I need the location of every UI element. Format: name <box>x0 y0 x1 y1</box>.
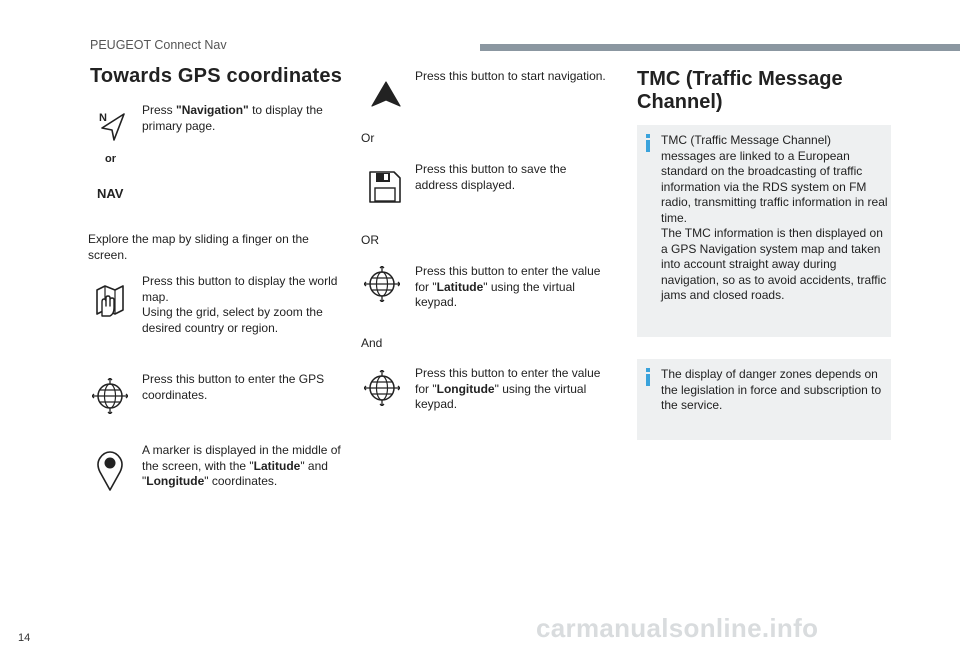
latitude-text: Press this button to enter the value for "Latitude" using the virtual keypad. <box>415 264 601 309</box>
info-icon <box>646 374 650 386</box>
or-label: or <box>105 153 116 165</box>
info-tmc-text: TMC (Traffic Message Channel) messages are linked to a European standard on the broadcasting of traffic information via the RDS system on FM radio, transmitting traffic information in real time. The TMC information is then displayed on a GPS Navigation system map and taken into account straight away during navigation, so as to avoid accidents, traffic jams and closed roads. <box>661 133 888 302</box>
gps-coordinates-text: Press this button to enter the GPS coordinates. <box>142 372 325 402</box>
section-title-gps: Towards GPS coordinates <box>90 65 343 87</box>
map-marker-icon <box>96 450 124 492</box>
step-navigation-text: Press "Navigation" to display the primary page. <box>142 103 323 133</box>
header-rule <box>480 44 960 51</box>
navigation-arrow-icon <box>370 80 402 108</box>
longitude-text: Press this button to enter the value for "Longitude" using the virtual keypad. <box>415 366 601 411</box>
info-box-danger-zones <box>637 359 891 440</box>
globe-longitude-icon <box>364 370 400 406</box>
globe-grid-icon <box>92 378 128 414</box>
explore-text: Explore the map by sliding a finger on the screen. <box>88 232 309 262</box>
and-label: And <box>361 336 383 350</box>
save-icon <box>366 170 402 204</box>
info-danger-text: The display of danger zones depends on the legislation in force and subscription to the service. <box>661 367 882 412</box>
section-title-tmc: TMC (Traffic Message Channel) <box>637 68 843 113</box>
save-address-text: Press this button to save the address displayed. <box>415 162 567 192</box>
or-label-2: OR <box>361 233 379 247</box>
nav-label: NAV <box>97 186 124 201</box>
svg-text:N: N <box>99 112 107 124</box>
globe-latitude-icon <box>364 266 400 302</box>
watermark: carmanualsonline.info <box>536 613 819 643</box>
or-label-1: Or <box>361 131 375 145</box>
map-hand-icon <box>93 282 127 318</box>
start-navigation-text: Press this button to start navigation. <box>415 69 606 83</box>
info-icon <box>646 140 650 152</box>
page-number: 14 <box>18 632 31 644</box>
compass-north-icon <box>98 110 128 142</box>
marker-text: A marker is displayed in the middle of the screen, with the "Latitude" and "Longitude" coordinates. <box>142 443 341 488</box>
world-map-text: Press this button to display the world map. Using the grid, select by zoom the desired country or region. <box>142 274 338 335</box>
info-box-tmc <box>637 125 891 337</box>
running-header: PEUGEOT Connect Nav <box>90 38 227 52</box>
